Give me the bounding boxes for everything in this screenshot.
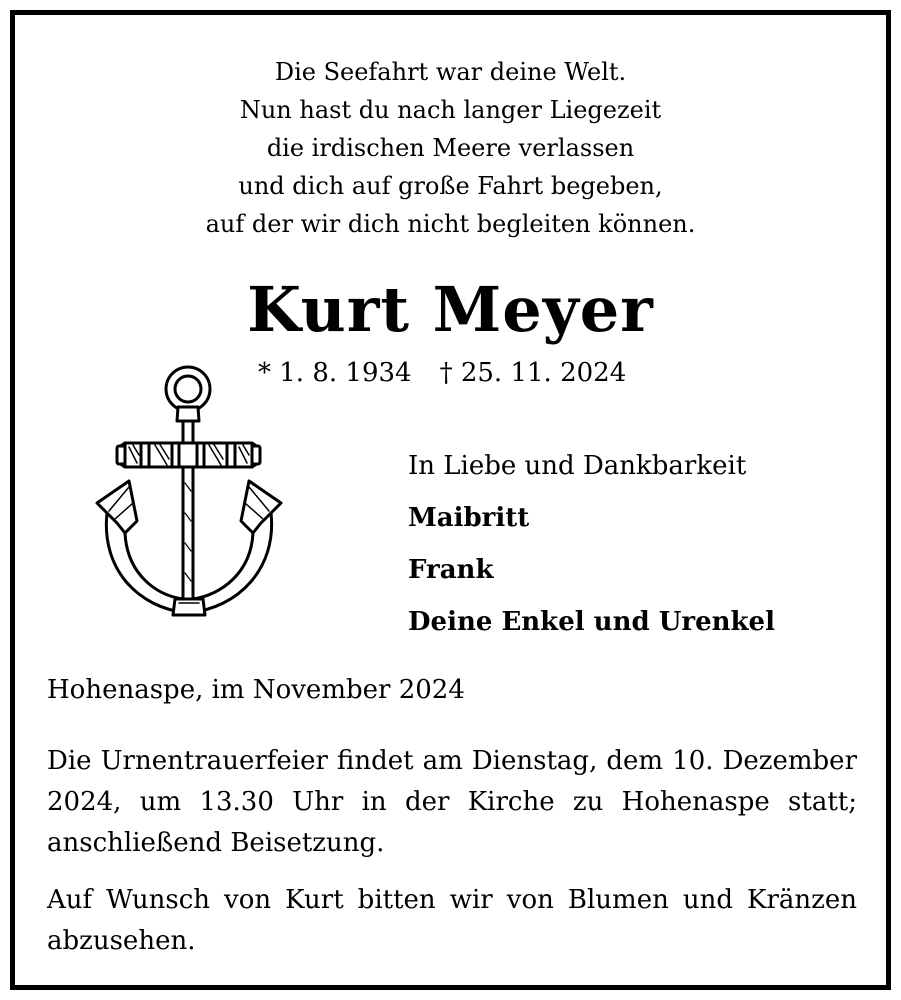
poem: [15, 53, 886, 243]
birth-date: * 1. 8. 1934: [258, 358, 412, 388]
mourners-intro: In Liebe und Dankbarkeit: [408, 451, 747, 481]
mourners-block: [408, 440, 775, 648]
poem-line: und dich auf große Fahrt begeben,: [238, 172, 663, 200]
mourner-name: Frank: [408, 555, 494, 585]
mourner-name: Deine Enkel und Urenkel: [408, 607, 775, 637]
poem-line: Nun hast du nach langer Liegezeit: [239, 96, 662, 124]
anchor-icon: [87, 363, 295, 625]
flower-request: Auf Wunsch von Kurt bitten wir von Blumen und Kränzen abzusehen.: [47, 885, 857, 956]
poem-line: die irdischen Meere verlassen: [266, 134, 635, 162]
deceased-name: Kurt Meyer: [247, 273, 654, 346]
place-and-date: Hohenaspe, im November 2024: [47, 675, 465, 705]
obituary-notice: [10, 10, 891, 990]
life-dates: [258, 355, 626, 391]
mourner-name: Maibritt: [408, 503, 530, 533]
death-date: † 25. 11. 2024: [439, 358, 627, 388]
ceremony-info: Die Urnentrauerfeier findet am Dienstag, dem 10. Dezember 2024, um 13.30 Uhr in der Kirche zu Hohenaspe statt; anschließend Beisetzung.: [47, 746, 857, 858]
poem-line: auf der wir dich nicht begleiten können.: [205, 210, 696, 238]
poem-line: Die Seefahrt war deine Welt.: [274, 58, 627, 86]
